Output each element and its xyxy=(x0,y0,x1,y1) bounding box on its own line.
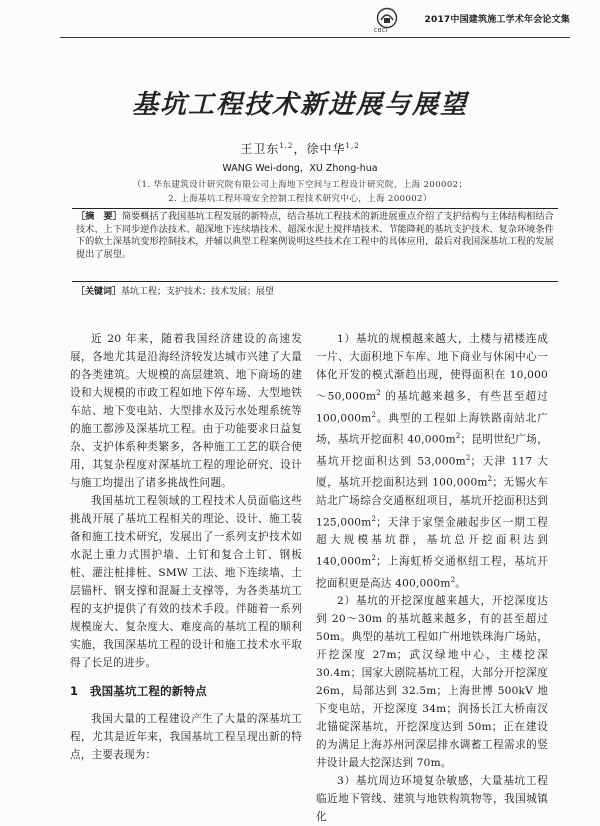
text-run: ；天津 117 大厦，基坑开挖面积达到 100,000m xyxy=(316,455,548,489)
body-paragraph: 我国基坑工程领域的工程技术人员面临这些挑战开展了基坑工程相关的理论、设计、施工装备和施工技术研究，发展出了一系列支护技术如水泥土重力式围护墙、土钉和复合土钉、钢板桩、灌注桩排桩、SMW 工法、地下连续墙、土层锚杆、钢支撑和混凝土支撑等，为各类基坑工程的支护提供了有效的技术手段。伴随着一系列规模庞大、复杂度大、难度高的基坑工程的顺利实施，我国深基坑工程的设计和施工技术水平取得了长足的进步。 xyxy=(70,495,302,669)
paper-title: 基坑工程技术新进展与展望 xyxy=(131,90,468,120)
superscript: 2 xyxy=(371,410,377,419)
body-paragraph-environment: 3）基坑周边环境复杂敏感，大量基坑工程临近地下管线、建筑与地铁构筑物等，我国城镇化 xyxy=(316,775,548,824)
page-header xyxy=(0,0,600,40)
text-run: 1）基坑的规模越来越大，土楼与裙楼连成一片、大面积地下车库、地下商业与休闲中心一体化开发的模式渐趋出现，使得面积在 10,000～50,000m xyxy=(316,333,548,403)
body-paragraph-depth: 2）基坑的开挖深度越来越大，开挖深度达到 20～30m 的基坑越来越多，有的甚至超过 50m。典型的基坑工程如广州地铁珠海广场站，开挖深度 27m；武汉绿地中心，主楼挖深 30.4m；国家大剧院基坑工程，大部分开挖深度 26m，局部达到 32.5m；上海世博 500kV 地下变电站，开挖深度 34m；润扬长江大桥南汊北锚碇深基坑，开挖深度达到 50m；正在建设的为满足上海苏州河深层排水调蓄工程需求的竖井设计最大挖深达到 70m。 xyxy=(316,595,548,770)
superscript: 2 xyxy=(465,453,471,462)
logo-text: CBCI xyxy=(374,28,388,34)
superscript: 2 xyxy=(455,432,461,441)
affiliation-2: 2. 上海基坑工程环境安全控制工程技术研究中心，上海 200002） xyxy=(168,194,432,204)
author-2: 徐中华 xyxy=(306,142,346,156)
body-paragraph: 近 20 年来，随着我国经济建设的高速发展，各地尤其是沿海经济较发达城市兴建了大量的各类建筑。大规模的高层建筑、地下商场的建设和大规模的市政工程如地下停车场、大型地铁车站、地下变电站、大型排水及污水处理系统等的施工都涉及深基坑工程。由于功能要求日益复杂、支护体系种类繁多，各种施工工艺的联合使用，其复杂程度对深基坑工程的理论研究、设计与施工均提出了诸多挑战性问题。 xyxy=(70,333,302,489)
abstract-text: 简要概括了我国基坑工程发展的新特点，结合基坑工程技术的新进展重点介绍了支护结构与主体结构相结合技术、上下同步逆作法技术、超深地下连续墙技术、超深水泥土搅拌墙技术、节能降耗的基坑支护技术、复杂环境条件下的软土深基坑变形控制技术，并辅以典型工程案例说明这些技术在工程中的具体应用，最后对我国深基坑工程的发展提出了展望。 xyxy=(76,211,554,260)
superscript: 2 xyxy=(371,514,377,523)
abstract-label: ［摘 要］ xyxy=(76,211,122,222)
text-run: 。典型的工程如上海铁路南站北广场，基坑开挖面积 40,000m xyxy=(316,412,548,446)
keywords xyxy=(76,284,274,297)
abstract xyxy=(72,208,558,282)
proceedings-title: 2017中国建筑施工学术年会论文集 xyxy=(424,15,570,25)
affiliation-1: （1. 华东建筑设计研究院有限公司上海地下空间与工程设计研究院，上海 200002； xyxy=(132,180,468,190)
text-run: ；无锡火车站北广场综合交通枢纽项目，基坑开挖面积达到 125,000m xyxy=(316,476,548,529)
keywords-label: ［关键词］ xyxy=(76,287,122,297)
superscript: 2 xyxy=(487,475,493,484)
cbci-logo-icon xyxy=(376,7,398,29)
text-run: 。 xyxy=(455,577,467,590)
text-run: ；上海虹桥交通枢纽工程，基坑开挖面积更是高达 400,000m xyxy=(316,555,548,590)
keywords-text: 基坑工程；支护技术；技术发展；展望 xyxy=(121,287,275,297)
author-1-affil: 1,2 xyxy=(279,142,294,150)
header-divider xyxy=(60,37,570,38)
authors-english: WANG Wei-dong，XU Zhong-hua xyxy=(222,163,378,174)
body-paragraph: 我国大量的工程建设产生了大量的深基坑工程，尤其是近年来，我国基坑工程呈现出新的特点，主要表现为： xyxy=(70,713,302,761)
superscript: 2 xyxy=(376,389,381,397)
body-column-left xyxy=(70,330,302,764)
authors-chinese xyxy=(0,140,600,157)
author-2-affil: 1,2 xyxy=(345,142,360,150)
author-1: 王卫东 xyxy=(240,142,280,156)
text-run: ；天津于家堡金融起步区一期工程超大规模基坑群，基坑总开挖面积达到 140,000m xyxy=(316,516,548,568)
section-heading: 1 我国基坑工程的新特点 xyxy=(70,684,207,698)
superscript: 2 xyxy=(371,554,377,563)
superscript: 2 xyxy=(450,575,456,584)
body-column-right xyxy=(316,330,548,826)
body-paragraph-scale xyxy=(316,330,548,592)
text-run: ；昆明世纪广场，基坑开挖面积达到 53,000m xyxy=(316,433,548,468)
author-separator: ， xyxy=(293,142,307,156)
text-run: 的基坑越来越多，有些甚至超过 100,000m xyxy=(316,390,548,425)
